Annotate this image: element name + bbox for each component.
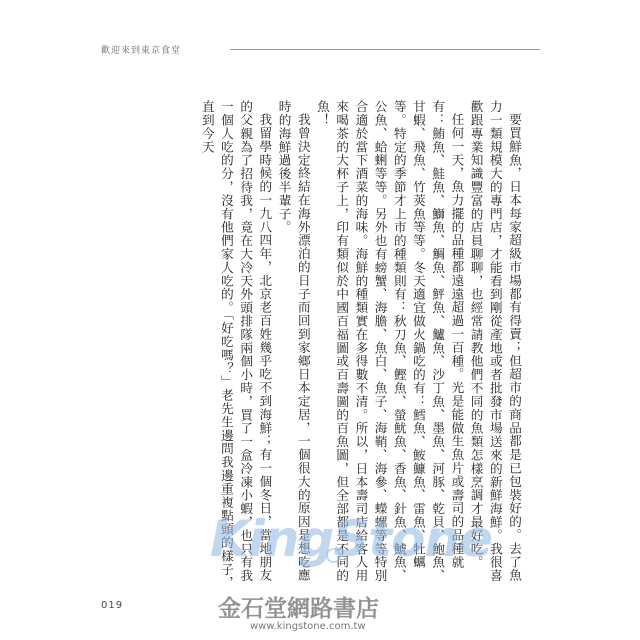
watermark-brand-chinese: 金石堂網路書店 xyxy=(218,595,379,622)
paragraph: 任何一天，魚力擺的品種都遠遠超過一百種。光是能做生魚片或壽司的品種就有：鮪魚、鮭魚、鰤魚、鯛魚、鮃魚、鱸魚、沙丁魚、墨魚、河豚、乾貝、鮑魚、甘蝦、飛魚、竹莢魚等等。冬天適宜做火鍋吃的有：鱈魚、鮟鱇魚、雷魚、牡蠣等。特定的季節才上市的種類則有：秋刀魚、鰹魚、螢魷魚、香魚、針魚、鯱魚、公魚、蛤蜊等等。另外也有螃蟹、海膽、魚白、魚子、海鞘、海參、蠑螺等等特別合適於當下酒菜的海味。海鮮的種類實在多得數不清。所以，日本壽司店給客人用來喝茶的大杯子上，印有類似於中國百福圖或百壽圖的百魚圖，但全部都是不同的魚！ xyxy=(314,100,465,583)
watermark-url: www.kingstone.com.tw xyxy=(250,621,366,632)
page-number: 019 xyxy=(101,600,124,611)
paragraph: 要買鮮魚，日本每家超級市場都有得賣；但超市的商品都是已包裝好的。去了魚力一類規模大的專門店，才能看到剛從產地或者批發市場送來的新鮮海鮮。我很喜歡跟專業知識豐富的店員聊聊，也經常請教他們不同的魚類怎樣烹調才最好吃。 xyxy=(468,100,522,583)
paragraph: 我曾決定終結在海外漂泊的日子而回到家鄉日本定居，一個很大的原因是想吃應時的海鮮過後半輩子。 xyxy=(276,100,311,582)
body-text xyxy=(138,100,524,592)
watermark-brand-latin: KingStone xyxy=(210,510,493,568)
paragraph: 我留學時候的一九八四年，北京老百姓幾乎吃不到海鮮；有一個冬日，當地朋友的父親為了招待我，竟在大冷天外頭排隊兩個小時，買了一盒冷凍小蝦，也只有我一個人吃的分，沒有他們家人吃的。「好吃嗎？」老先生邊問我邊重複點頭的樣子，直到今天 xyxy=(199,100,273,590)
running-title: 歡迎來到東京食堂 xyxy=(101,46,182,56)
header-rule xyxy=(230,49,540,50)
